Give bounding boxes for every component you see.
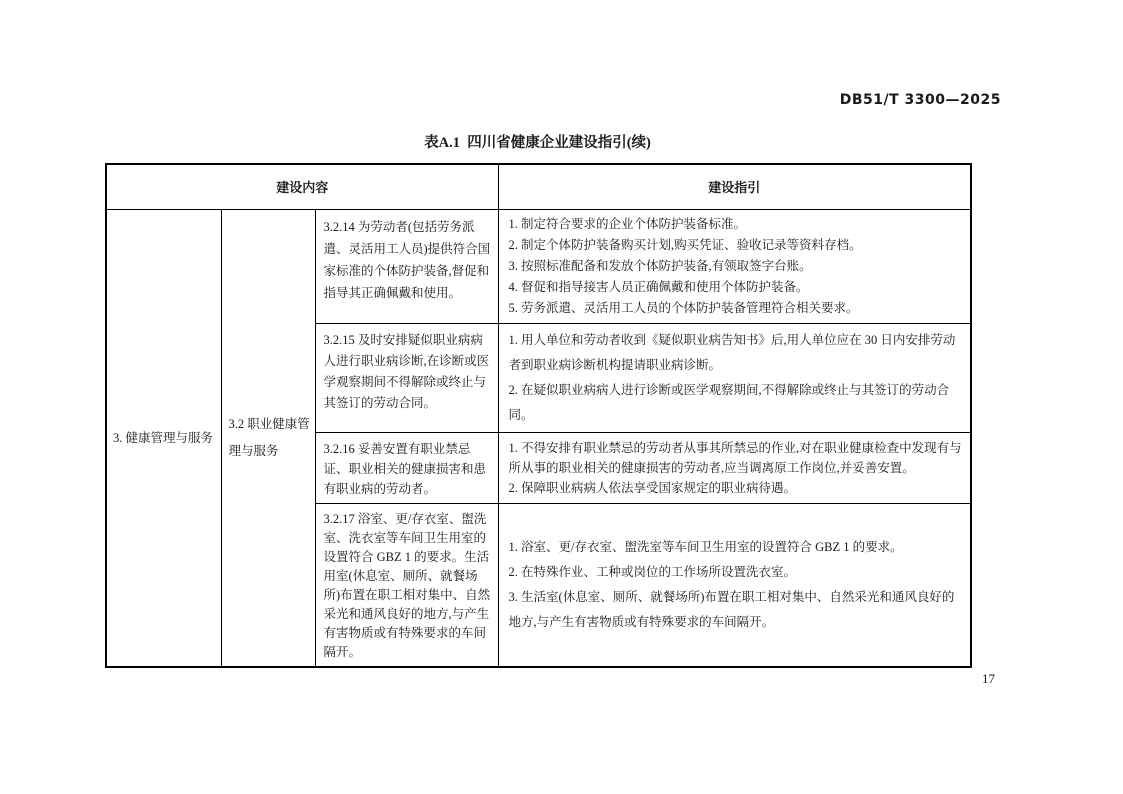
guideline-item: 2. 保障职业病病人依法享受国家规定的职业病待遇。 [508, 480, 797, 495]
guideline-item: 2. 在疑似职业病病人进行诊断或医学观察期间,不得解除或终止与其签订的劳动合同。 [508, 382, 950, 422]
guideline-item: 4. 督促和指导接害人员正确佩戴和使用个体防护装备。 [508, 279, 809, 294]
item-cell-3-2-15: 3.2.15 及时安排疑似职业病病人进行职业病诊断,在诊断或医学观察期间不得解除或终止与其签订的劳动合同。 [315, 323, 498, 432]
table-header-row [106, 164, 971, 209]
guideline-item: 5. 劳务派遣、灵活用工人员的个体防护装备管理符合相关要求。 [508, 300, 859, 315]
page-number: 17 [982, 671, 995, 686]
guideline-item: 3. 生活室(休息室、厕所、就餐场所)布置在职工相对集中、自然采光和通风良好的地方,与产生有害物质或有特殊要求的车间隔开。 [508, 589, 955, 629]
guideline-item: 1. 制定符合要求的企业个体防护装备标准。 [508, 216, 747, 231]
item-cell-3-2-14: 3.2.14 为劳动者(包括劳务派遣、灵活用工人员)提供符合国家标准的个体防护装备,督促和指导其正确佩戴和使用。 [315, 209, 498, 323]
guide-cell-3-2-17 [498, 503, 971, 667]
guide-cell-3-2-15 [498, 323, 971, 432]
guide-table [105, 163, 972, 668]
guideline-item: 1. 用人单位和劳动者收到《疑似职业病告知书》后,用人单位应在 30 日内安排劳动者到职业病诊断机构提请职业病诊断。 [508, 332, 956, 372]
header-construction-content: 建设内容 [106, 164, 498, 209]
guide-cell-3-2-14 [498, 209, 971, 323]
guideline-item: 2. 在特殊作业、工种或岗位的工作场所设置洗衣室。 [508, 564, 797, 579]
table-title: 表A.1 四川省健康企业建设指引(续) [424, 135, 651, 151]
item-cell-3-2-16: 3.2.16 妥善安置有职业禁忌证、职业相关的健康损害和患有职业病的劳动者。 [315, 432, 498, 503]
guideline-item: 1. 浴室、更/存衣室、盥洗室等车间卫生用室的设置符合 GBZ 1 的要求。 [508, 539, 903, 554]
category-cell: 3. 健康管理与服务 [106, 209, 221, 667]
table-row [106, 209, 971, 323]
guideline-item: 2. 制定个体防护装备购买计划,购买凭证、验收记录等资料存档。 [508, 237, 862, 252]
header-construction-guide: 建设指引 [498, 164, 971, 209]
guideline-item: 3. 按照标准配备和发放个体防护装备,有领取签字台账。 [508, 258, 812, 273]
subcategory-cell: 3.2 职业健康管理与服务 [221, 209, 315, 667]
guideline-item: 1. 不得安排有职业禁忌的劳动者从事其所禁忌的作业,对在职业健康检查中发现有与所从事的职业相关的健康损害的劳动者,应当调离原工作岗位,并妥善安置。 [508, 440, 962, 475]
doc-number: DB51/T 3300—2025 [839, 92, 1001, 108]
item-cell-3-2-17: 3.2.17 浴室、更/存衣室、盥洗室、洗衣室等车间卫生用室的设置符合 GBZ 1 的要求。生活用室(休息室、厕所、就餐场所)布置在职工相对集中、自然采光和通风良好的地方,与产生有害物质或有特殊要求的车间隔开。 [315, 503, 498, 667]
guide-cell-3-2-16 [498, 432, 971, 503]
